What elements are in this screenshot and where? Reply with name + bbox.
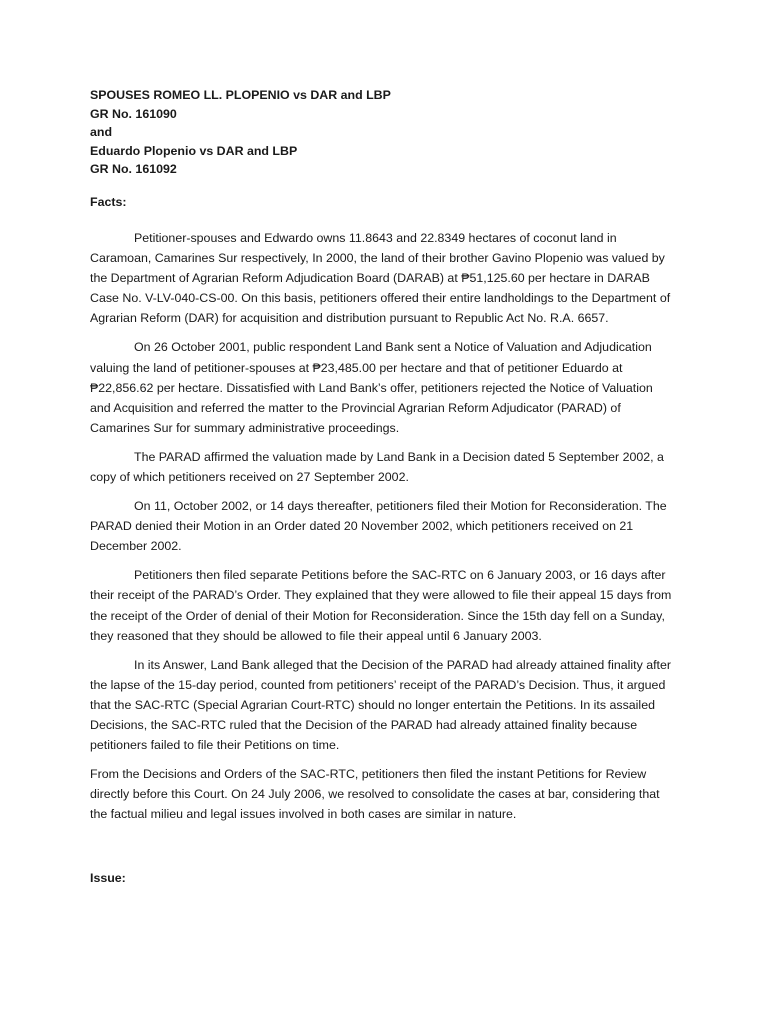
facts-paragraph-3: The PARAD affirmed the valuation made by Land Bank in a Decision dated 5 September 2002, a copy of which petitioners received on 27 September 2002. bbox=[90, 449, 664, 484]
document-page bbox=[90, 86, 676, 888]
conjunction: and bbox=[90, 125, 113, 140]
gr-number-1: GR No. 161090 bbox=[90, 106, 177, 121]
facts-paragraph-6: In its Answer, Land Bank alleged that the Decision of the PARAD had already attained finality after the lapse of the 15-day period, counted from petitioners’ receipt of the PARAD’s Decision. Thus, it argued that the SAC-RTC (Special Agrarian Court-RTC) should no longer entertain the Petitions. In its assailed Decisions, the SAC-RTC ruled that the Decision of the PARAD had already attained finality because petitioners failed to file their Petitions on time. bbox=[90, 657, 672, 753]
facts-label: Facts: bbox=[90, 194, 127, 209]
gr-number-2: GR No. 161092 bbox=[90, 162, 177, 177]
facts-paragraph-1: Petitioner-spouses and Edwardo owns 11.8643 and 22.8349 hectares of coconut land in Caramoan, Camarines Sur respectively, In 2000, the land of their brother Gavino Plopenio was valued by the Department of Agrarian Reform Adjudication Board (DARAB) at ₱51,125.60 per hectare in DARAB Case No. V-LV-040-CS-00. On this basis, petitioners offered their entire landholdings to the Department of Agrarian Reform (DAR) for acquisition and distribution pursuant to Republic Act No. R.A. 6657. bbox=[90, 230, 671, 326]
facts-paragraph-2: On 26 October 2001, public respondent Land Bank sent a Notice of Valuation and Adjudication valuing the land of petitioner-spouses at ₱23,485.00 per hectare and that of petitioner Eduardo at ₱22,856.62 per hectare. Dissatisfied with Land Bank’s offer, petitioners rejected the Notice of Valuation and Acquisition and referred the matter to the Provincial Agrarian Reform Adjudicator (PARAD) of Camarines Sur for summary administrative proceedings. bbox=[90, 340, 653, 435]
facts-paragraph-5: Petitioners then filed separate Petitions before the SAC-RTC on 6 January 2003, or 16 days after their receipt of the PARAD’s Order. They explained that they were allowed to file their appeal 15 days from the receipt of the Order of denial of their Motion for Reconsideration. Since the 15th day fell on a Sunday, they reasoned that they should be allowed to file their appeal until 6 January 2003. bbox=[90, 568, 672, 643]
case-title-2: Eduardo Plopenio vs DAR and LBP bbox=[90, 143, 298, 158]
case-title-1: SPOUSES ROMEO LL. PLOPENIO vs DAR and LBP bbox=[90, 88, 391, 102]
facts-paragraph-4: On 11, October 2002, or 14 days thereafter, petitioners filed their Motion for Reconsideration. The PARAD denied their Motion in an Order dated 20 November 2002, which petitioners received on 21 December 2002. bbox=[90, 499, 667, 554]
issue-label: Issue: bbox=[90, 870, 126, 885]
facts-paragraph-7: From the Decisions and Orders of the SAC-RTC, petitioners then filed the instant Petitions for Review directly before this Court. On 24 July 2006, we resolved to consolidate the cases at bar, considering that the factual milieu and legal issues involved in both cases are similar in nature. bbox=[90, 767, 660, 822]
